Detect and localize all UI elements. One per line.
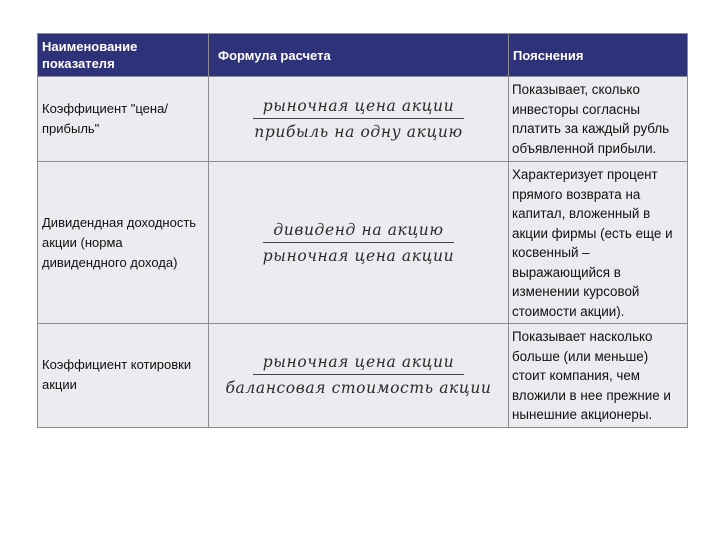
table-row bbox=[38, 324, 688, 428]
formula-numerator: рыночная цена акции bbox=[253, 353, 464, 375]
explanation-cell bbox=[509, 162, 688, 324]
explanation-text: Показывает насколько больше (или меньше) стоит компания, чем вложили в нее прежние и нынешние акционеры. bbox=[512, 329, 671, 422]
header-name bbox=[38, 34, 209, 77]
indicator-name-cell bbox=[38, 324, 209, 428]
formula-cell bbox=[209, 324, 509, 428]
indicator-name-cell bbox=[38, 77, 209, 162]
formula-fraction bbox=[209, 97, 508, 141]
header-explanation bbox=[509, 34, 688, 77]
formula-denominator: рыночная цена акции bbox=[262, 246, 455, 265]
header-formula bbox=[209, 34, 509, 77]
formula-denominator: прибыль на одну акцию bbox=[254, 123, 463, 141]
table-header-row bbox=[38, 34, 688, 77]
formula-cell bbox=[209, 77, 509, 162]
header-formula-label: Формула расчета bbox=[218, 47, 331, 63]
indicator-name: Дивидендная доходность акции (норма дивидендного дохода) bbox=[42, 214, 197, 270]
formula-cell bbox=[209, 162, 509, 324]
formula-numerator: дивиденд на акцию bbox=[263, 221, 453, 243]
formula-fraction bbox=[209, 221, 508, 265]
explanation-text: Характеризует процент прямого возврата на капитал, вложенный в акции фирмы (есть еще и косвенный – выражающийся в изменении курсовой стоимости акции). bbox=[512, 167, 673, 319]
indicator-name: Коэффициент котировки акции bbox=[42, 357, 192, 393]
explanation-cell bbox=[509, 324, 688, 428]
header-explanation-label: Пояснения bbox=[513, 47, 584, 63]
indicator-name: Коэффициент "цена/прибыль" bbox=[42, 101, 168, 136]
indicators-table bbox=[37, 33, 688, 428]
formula-numerator: рыночная цена акции bbox=[253, 97, 464, 119]
header-name-label: Наименование показателя bbox=[42, 39, 138, 71]
table-row bbox=[38, 77, 688, 162]
explanation-text: Показывает, сколько инвесторы согласны платить за каждый рубль объявленной прибыли. bbox=[512, 82, 670, 156]
formula-fraction bbox=[209, 353, 508, 397]
formula-denominator: балансовая стоимость акции bbox=[225, 379, 492, 398]
indicator-name-cell bbox=[38, 162, 209, 324]
explanation-cell bbox=[509, 77, 688, 162]
table-row bbox=[38, 162, 688, 324]
